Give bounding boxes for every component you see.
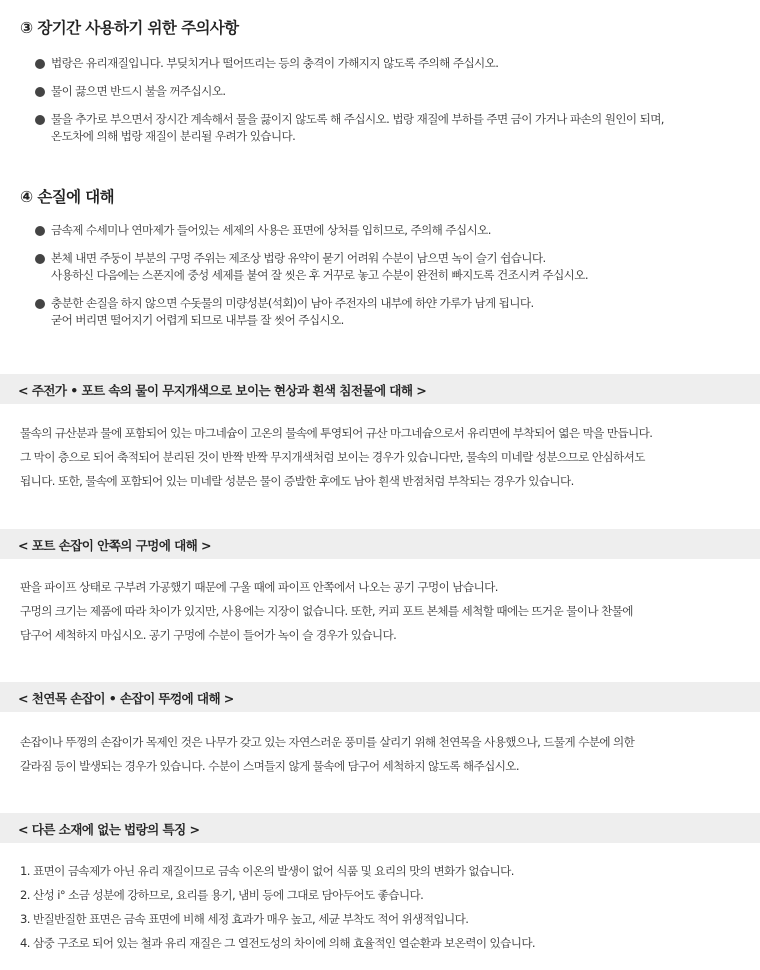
bullet-dot-icon [35, 299, 45, 309]
paragraph-line: 손잡이나 뚜껑의 손잡이가 목제인 것은 나무가 갖고 있는 자연스러운 풍미를 살리기 위해 천연목을 사용했으나, 드물게 수분에 의한 [20, 735, 635, 749]
section-title-care: ④ 손질에 대해 [20, 188, 114, 206]
bullet-text: 온도차에 의해 법랑 재질이 분리될 우려가 있습니다. [51, 129, 296, 143]
paragraph-line: 갈라짐 등이 발생되는 경우가 있습니다. 수분이 스며들지 않게 물속에 담구어 세척하지 않도록 해주십시오. [20, 759, 519, 773]
bullet-text: 물을 추가로 부으면서 장시간 계속해서 물을 끓이지 않도록 해 주십시오. 법랑 재질에 부하를 주면 금이 가거나 파손의 원인이 되며, [51, 112, 664, 126]
bullet-dot-icon [35, 115, 45, 125]
list-item [35, 222, 755, 239]
numbered-list-enamel-features [20, 859, 750, 955]
list-item [35, 111, 755, 145]
bullet-text: 굳어 버리면 떨어지기 어렵게 되므로 내부를 잘 씻어 주십시오. [51, 313, 344, 327]
list-item [35, 83, 755, 100]
bullet-dot-icon [35, 226, 45, 236]
bullet-text: 본체 내면 주둥이 부분의 구멍 주위는 제조상 법랑 유약이 묻기 어려워 수분이 남으면 녹이 슬기 쉽습니다. [51, 251, 546, 265]
paragraph-line: 물속의 규산분과 물에 포함되어 있는 마그네슘이 고온의 물속에 투영되어 규산 마그네슘으로서 유리면에 부착되어 엷은 막을 만듭니다. [20, 426, 653, 440]
bullet-dot-icon [35, 87, 45, 97]
paragraph-natural-wood [20, 730, 750, 778]
paragraph-line: 담구어 세척하지 마십시오. 공기 구멍에 수분이 들어가 녹이 슬 경우가 있습니다. [20, 628, 397, 642]
bullet-text: 충분한 손질을 하지 않으면 수돗물의 미량성분(석회)이 남아 주전자의 내부에 하얀 가루가 남게 됩니다. [51, 296, 534, 310]
paragraph-handle-hole [20, 575, 750, 647]
bullet-text: 금속제 수세미나 연마제가 들어있는 세제의 사용은 표면에 상처를 입히므로, 주의해 주십시오. [51, 223, 491, 237]
list-item: 2. 산성 i° 소금 성분에 강하므로, 요리를 용기, 냄비 등에 그대로 담아두어도 좋습니다. [20, 888, 424, 902]
section-header-natural-wood: < 천연목 손잡이 • 손잡이 뚜껑에 대해 > [0, 682, 760, 712]
paragraph-rainbow-deposits [20, 421, 750, 493]
paragraph-line: 그 막이 층으로 되어 축적되어 분리된 것이 반짝 반짝 무지개색처럼 보이는 경우가 있습니다만, 물속의 미네랄 성분으므로 안심하셔도 [20, 450, 645, 464]
list-item [35, 55, 755, 72]
section-header-handle-hole: < 포트 손잡이 안쪽의 구멍에 대해 > [0, 529, 760, 559]
list-item: 4. 삼중 구조로 되어 있는 철과 유리 재질은 그 열전도성의 차이에 의해 효율적인 열순환과 보온력이 있습니다. [20, 936, 536, 950]
section-title-long-term-use: ③ 장기간 사용하기 위한 주의사항 [20, 19, 239, 37]
paragraph-line: 구멍의 크기는 제품에 따라 차이가 있지만, 사용에는 지장이 없습니다. 또한, 커피 포트 본체를 세척할 때에는 뜨거운 물이나 찬물에 [20, 604, 633, 618]
bullet-text: 물이 끓으면 반드시 불을 꺼주십시오. [51, 84, 226, 98]
section-header-rainbow-deposits: < 주전가 • 포트 속의 물이 무지개색으로 보이는 현상과 흰색 침전물에 대해 > [0, 374, 760, 404]
bullet-list-long-term-use [35, 55, 755, 145]
list-item: 1. 표면이 금속제가 아닌 유리 재질이므로 금속 이온의 발생이 없어 식품 및 요리의 맛의 변화가 없습니다. [20, 864, 514, 878]
bullet-dot-icon [35, 59, 45, 69]
bullet-text: 사용하신 다음에는 스폰지에 중성 세제를 붙여 잘 씻은 후 거꾸로 놓고 수분이 완전히 빠지도록 건조시켜 주십시오. [51, 268, 588, 282]
bullet-list-care [35, 222, 755, 329]
list-item: 3. 반질반질한 표면은 금속 표면에 비해 세정 효과가 매우 높고, 세균 부착도 적어 위생적입니다. [20, 912, 469, 926]
bullet-text: 법랑은 유리재질입니다. 부딪치거나 떨어뜨리는 등의 충격이 가해지지 않도록 주의해 주십시오. [51, 56, 499, 70]
section-header-enamel-features: < 다른 소재에 없는 법랑의 특징 > [0, 813, 760, 843]
paragraph-line: 판을 파이프 상태로 구부려 가공했기 때문에 구울 때에 파이프 안쪽에서 나오는 공기 구멍이 남습니다. [20, 580, 498, 594]
paragraph-line: 됩니다. 또한, 물속에 포함되어 있는 미네랄 성분은 물이 증발한 후에도 남아 흰색 반점처럼 부착되는 경우가 있습니다. [20, 474, 574, 488]
bullet-dot-icon [35, 254, 45, 264]
list-item [35, 250, 755, 284]
list-item [35, 295, 755, 329]
